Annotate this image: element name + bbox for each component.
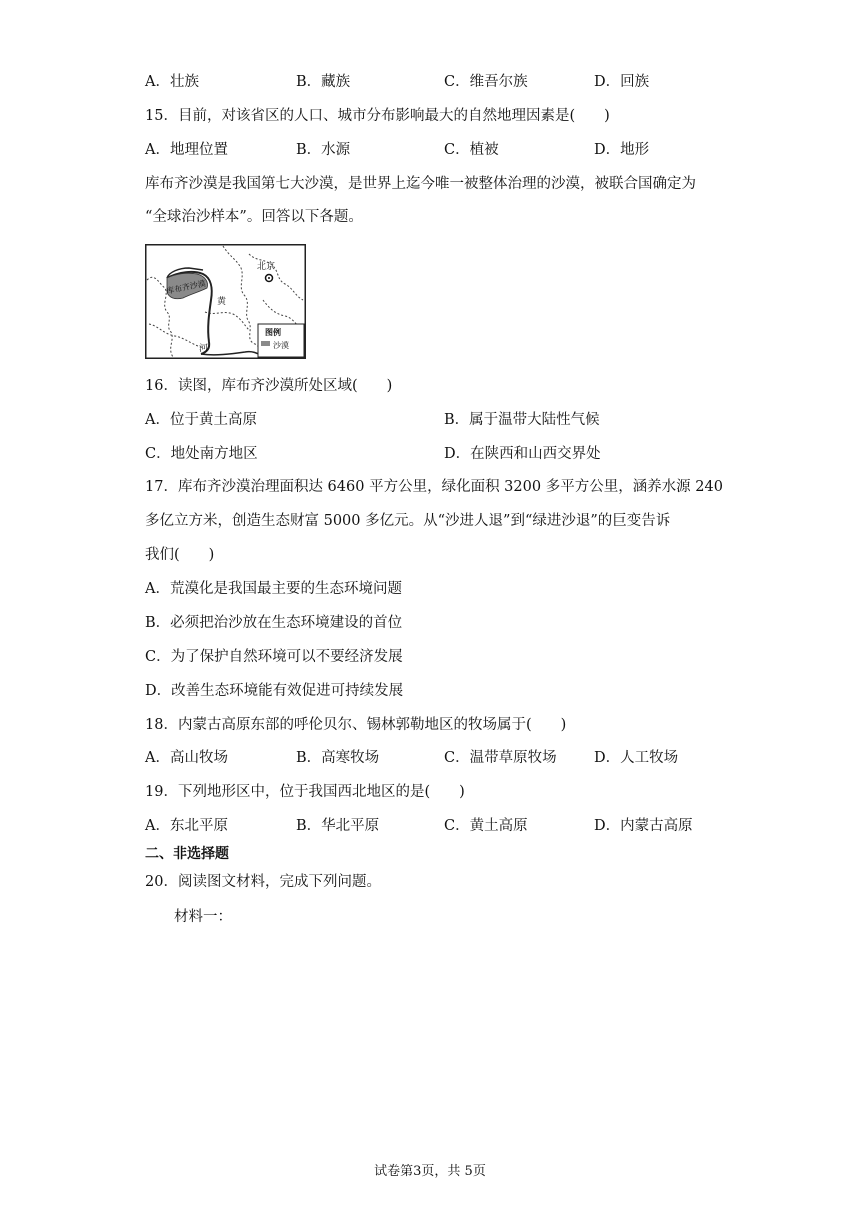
q18-option-c: C．温带草原牧场 [444, 750, 557, 766]
q18-option-a: A．高山牧场 [145, 750, 228, 766]
river-label-he: 河 [199, 344, 209, 354]
passage-line-2: “全球治沙样本”。回答以下各题。 [145, 209, 363, 225]
kubuqi-desert-map [145, 244, 306, 359]
beijing-label: 北京 [257, 262, 276, 272]
q18-option-b: B．高寒牧场 [296, 750, 380, 766]
q17-option-b: B．必须把治沙放在生态环境建设的首位 [145, 615, 403, 631]
q19-stem: 19．下列地形区中，位于我国西北地区的是( ) [145, 784, 465, 800]
legend-desert-swatch [261, 341, 270, 346]
section-title-non-choice: 二、非选择题 [145, 846, 229, 862]
q17-option-c: C．为了保护自然环境可以不要经济发展 [145, 649, 403, 665]
q16-option-b: B．属于温带大陆性气候 [444, 412, 600, 428]
q17-stem-line-1: 17．库布齐沙漠治理面积达 6460 平方公里，绿化面积 3200 多平方公里，涵养水源 240 [145, 479, 723, 495]
q17-option-a: A．荒漠化是我国最主要的生态环境问题 [145, 581, 402, 597]
q16-option-a: A．位于黄土高原 [145, 412, 257, 428]
q20-stem: 20．阅读图文材料，完成下列问题。 [145, 874, 381, 890]
map-graphic [145, 244, 306, 359]
river-label-yellow: 黄 [217, 297, 227, 307]
q19-option-b: B．华北平原 [296, 818, 380, 834]
passage-line-1: 库布齐沙漠是我国第七大沙漠，是世界上迄今唯一被整体治理的沙漠，被联合国确定为 [145, 176, 696, 192]
q14-option-c: C．维吾尔族 [444, 74, 528, 90]
legend-title: 图例 [265, 328, 281, 337]
q20-material-1-label: 材料一： [174, 909, 232, 925]
legend-desert-label: 沙漠 [273, 341, 289, 350]
desert-label: 库布齐沙漠 [165, 278, 207, 296]
q17-option-d: D．改善生态环境能有效促进可持续发展 [145, 683, 404, 699]
q14-option-d: D．回族 [594, 74, 650, 90]
q19-option-a: A．东北平原 [145, 818, 228, 834]
page-footer: 试卷第3页，共 5页 [374, 1164, 486, 1179]
q16-option-d: D．在陕西和山西交界处 [444, 446, 601, 462]
q19-option-c: C．黄土高原 [444, 818, 528, 834]
q16-stem: 16．读图，库布齐沙漠所处区域( ) [145, 378, 393, 394]
q15-option-d: D．地形 [594, 142, 650, 158]
q15-option-a: A．地理位置 [145, 142, 228, 158]
q18-option-d: D．人工牧场 [594, 750, 679, 766]
q15-stem: 15．目前，对该省区的人口、城市分布影响最大的自然地理因素是( ) [145, 108, 610, 124]
q14-option-b: B．藏族 [296, 74, 351, 90]
q18-stem: 18．内蒙古高原东部的呼伦贝尔、锡林郭勒地区的牧场属于( ) [145, 717, 567, 733]
q14-option-a: A．壮族 [145, 74, 199, 90]
q15-option-c: C．植被 [444, 142, 499, 158]
q16-option-c: C．地处南方地区 [145, 446, 258, 462]
q19-option-d: D．内蒙古高原 [594, 818, 693, 834]
beijing-center [268, 277, 270, 279]
q17-stem-line-2: 多亿立方米，创造生态财富 5000 多亿元。从“沙进人退”到“绿进沙退”的巨变告诉 [145, 513, 671, 529]
q15-option-b: B．水源 [296, 142, 351, 158]
q17-stem-line-3: 我们( ) [145, 547, 215, 563]
